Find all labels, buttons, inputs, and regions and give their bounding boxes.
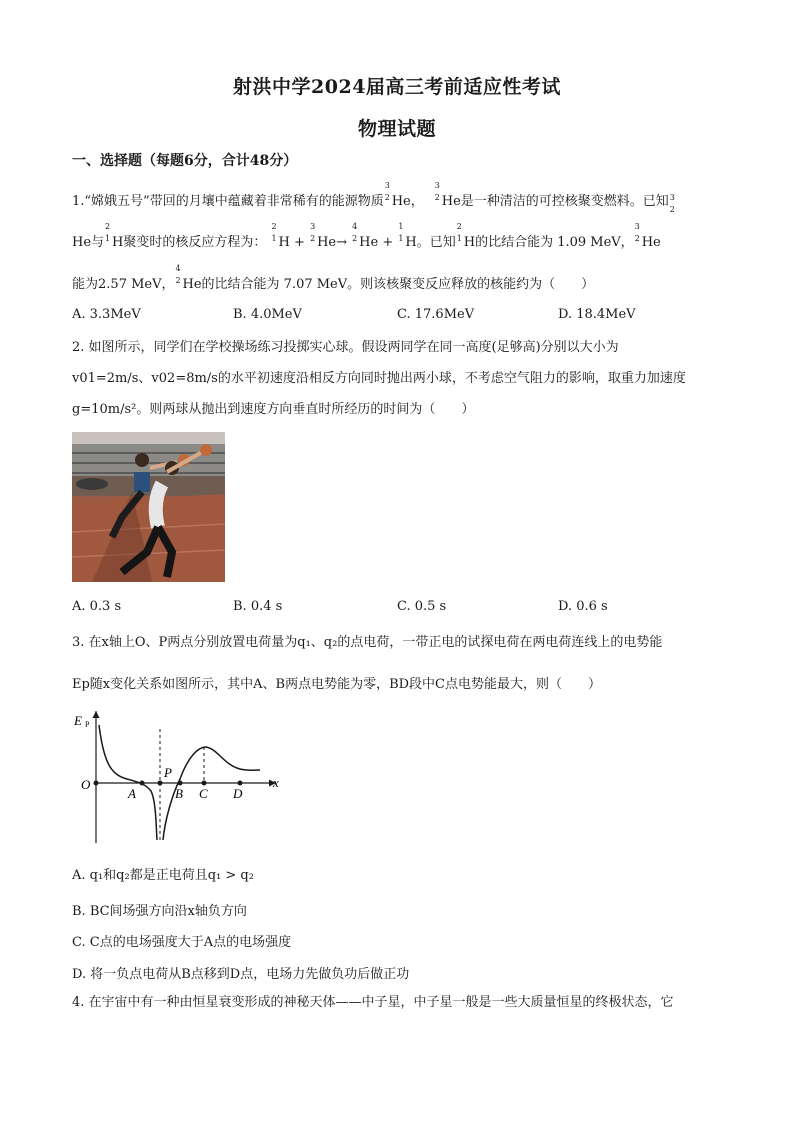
a-label: A bbox=[128, 786, 136, 801]
q2-option-a[interactable]: A. 0.3 s bbox=[72, 599, 122, 614]
d-label: D bbox=[233, 786, 243, 801]
q2-line-3: g=10m/s²。则两球从抛出到速度方向垂直时所经历的时间为（ ） bbox=[72, 402, 475, 417]
q3-option-b[interactable]: B. BC间场强方向沿x轴负方向 bbox=[72, 904, 247, 919]
o-label: O bbox=[81, 777, 91, 792]
q2-line-2: v01=2m/s、v02=8m/s的水平初速度沿相反方向同时抛出两小球，不考虑空气阻力的影响，取重力加速度 bbox=[72, 371, 686, 386]
c-label: C bbox=[199, 786, 208, 801]
q1-option-a[interactable]: A. 3.3MeV bbox=[72, 307, 141, 322]
he3-nuclide: 3 2 He bbox=[634, 222, 661, 250]
q3-option-c[interactable]: C. C点的电场强度大于A点的电场强度 bbox=[72, 935, 292, 950]
q2-line-1: 2. 如图所示，同学们在学校操场练习投掷实心球。假设两同学在同一高度(足够高)分别以大小为 bbox=[72, 340, 619, 355]
b-label: B bbox=[175, 786, 183, 801]
q3-line-2: Ep随x变化关系如图所示，其中A、B两点电势能为零，BD段中C点电势能最大，则（ ） bbox=[72, 677, 602, 692]
exam-subtitle: 物理试题 bbox=[357, 118, 436, 140]
he4-nuclide: 4 2 He bbox=[352, 222, 379, 250]
ep-sub-label: P bbox=[85, 720, 90, 729]
q3-option-a[interactable]: A. q₁和q₂都是正电荷且q₁ > q₂ bbox=[72, 868, 254, 883]
h2-nuclide: 2 1 H bbox=[456, 222, 476, 250]
q1-option-b[interactable]: B. 4.0MeV bbox=[233, 307, 302, 322]
q3-line-1: 3. 在x轴上O、P两点分别放置电荷量为q₁、q₂的点电荷，一带正电的试探电荷在两电荷连线上的电势能 bbox=[72, 635, 663, 650]
q1-option-c[interactable]: C. 17.6MeV bbox=[397, 307, 475, 322]
h1-nuclide: 1 1 H bbox=[398, 222, 417, 250]
q2-option-b[interactable]: B. 0.4 s bbox=[233, 599, 283, 614]
he4-nuclide: 4 2 He bbox=[175, 264, 202, 292]
h2-nuclide: 2 1 H bbox=[271, 222, 290, 250]
q2-option-d[interactable]: D. 0.6 s bbox=[558, 599, 608, 614]
ep-x-graph bbox=[72, 705, 292, 845]
exam-title: 射洪中学2024届高三考前适应性考试 bbox=[233, 76, 561, 98]
shot-put-photo bbox=[72, 432, 225, 582]
ep-label: E bbox=[74, 713, 82, 728]
q1-line-2: He与 2 1 H聚变时的核反应方程为： 2 1 H + 3 2 He→ 4 2 He + 1 1 H。已知 2 1 H的比结合能为 1.09 MeV， 3 2 He bbox=[72, 222, 661, 250]
x-label: x bbox=[273, 775, 279, 790]
q3-option-d[interactable]: D. 将一负点电荷从B点移到D点，电场力先做负功后做正功 bbox=[72, 967, 410, 982]
he3-nuclide: 3 2 He bbox=[310, 222, 337, 250]
q1-option-d[interactable]: D. 18.4MeV bbox=[558, 307, 636, 322]
section-heading: 一、选择题（每题6分，合计48分） bbox=[72, 153, 298, 169]
p-label: P bbox=[164, 765, 172, 780]
q4-line-1: 4. 在宇宙中有一种由恒星衰变形成的神秘天体——中子星，中子星一般是一些大质量恒星的终极状态，它 bbox=[72, 995, 674, 1010]
q1-line-1: 1.“嫦娥五号”带回的月壤中蕴藏着非常稀有的能源物质 3 2 He， 3 2 He是一种清洁的可控核聚变燃料。已知 3 2 bbox=[72, 181, 675, 214]
he3-nuclide: 3 2 He bbox=[434, 181, 461, 209]
q1-line-3: 能为2.57 MeV， 4 2 He的比结合能为 7.07 MeV。则该核聚变反应释放的核能约为（ ） bbox=[72, 264, 595, 292]
he3-nuclide: 3 2 He bbox=[384, 181, 411, 209]
h2-nuclide: 2 1 H bbox=[105, 222, 124, 250]
q2-option-c[interactable]: C. 0.5 s bbox=[397, 599, 447, 614]
